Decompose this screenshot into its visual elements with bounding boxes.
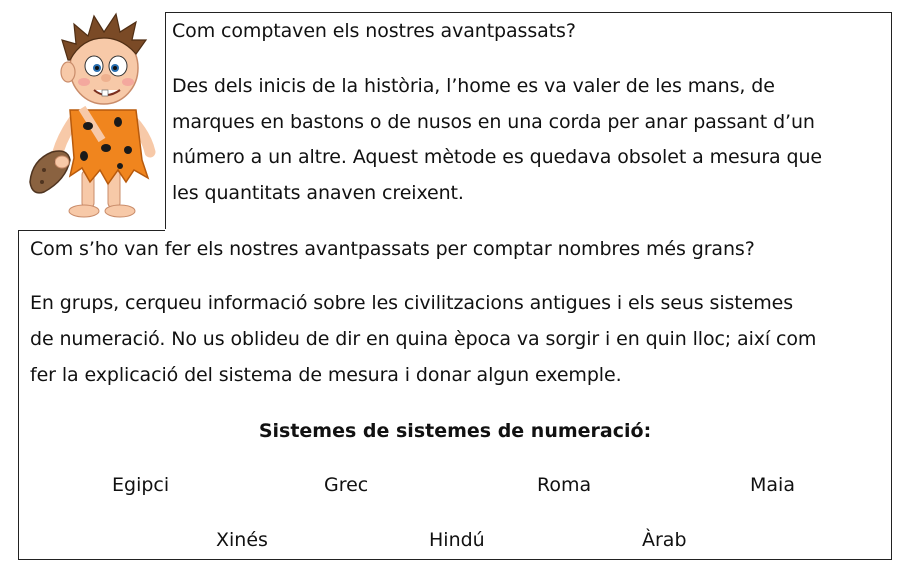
system-item-maia: Maia xyxy=(750,474,795,496)
system-item-grec: Grec xyxy=(324,474,369,496)
activity-box xyxy=(18,230,892,560)
intro-paragraph xyxy=(172,69,822,211)
intro-line: les quantitats anaven creixent. xyxy=(172,181,464,204)
intro-line: marques en bastons o de nusos en una corda per anar passant d’un xyxy=(172,110,815,133)
intro-line: número a un altre. Aquest mètode es quedava obsolet a mesura que xyxy=(172,146,823,168)
activity-paragraph xyxy=(30,285,816,393)
systems-list-title: Sistemes de sistemes de numeració: xyxy=(258,420,652,442)
system-item-hindu: Hindú xyxy=(429,529,485,551)
system-item-xines: Xinés xyxy=(216,529,268,551)
system-item-egipci: Egipci xyxy=(112,474,170,496)
system-item-roma: Roma xyxy=(537,474,592,496)
activity-line: de numeració. No us oblideu de dir en quina època va sorgir i en quin lloc; així com xyxy=(30,328,817,350)
activity-line: fer la explicació del sistema de mesura i donar algun exemple. xyxy=(30,364,622,386)
caveman-illustration xyxy=(22,10,162,220)
activity-question: Com s’ho van fer els nostres avantpassats per comptar nombres més grans? xyxy=(30,238,755,260)
intro-line: Des dels inicis de la història, l’home es va valer de les mans, de xyxy=(172,75,775,97)
system-item-arab: Àrab xyxy=(642,529,687,551)
intro-question: Com comptaven els nostres avantpassats? xyxy=(172,20,576,42)
activity-line: En grups, cerqueu informació sobre les civilitzacions antigues i els seus sistemes xyxy=(30,292,794,314)
